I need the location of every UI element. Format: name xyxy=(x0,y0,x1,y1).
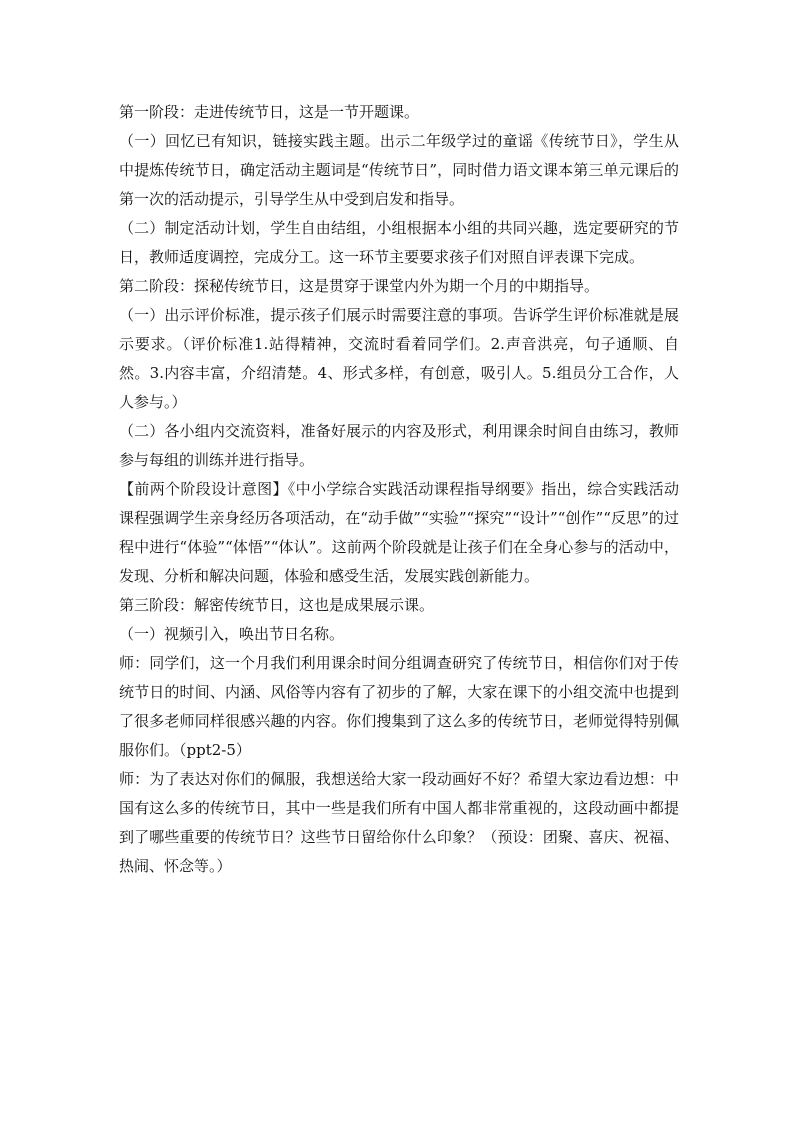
document-page xyxy=(119,98,679,881)
paragraph-design-intent: 【前两个阶段设计意图】《中小学综合实践活动课程指导纲要》指出，综合实践活动课程强调学生亲身经历各项活动，在“动手做”“实验”“探究”“设计”“创作”“反思”的过程中进行“体验”“体悟”“体认”。这前两个阶段就是让孩子们在全身心参与的活动中，发现、分析和解决问题，体验和感受生活，发展实践创新能力。 xyxy=(119,480,679,585)
paragraph-teacher-speech-two: 师：为了表达对你们的佩服，我想送给大家一段动画好不好？希望大家边看边想：中国有这么多的传统节日，其中一些是我们所有中国人都非常重视的，这段动画中都提到了哪些重要的传统节日？这些节日留给你什么印象？（预设：团聚、喜庆、祝福、热闹、怀念等。） xyxy=(119,770,679,875)
paragraph-stage-two-step-one: （一）出示评价标准，提示孩子们展示时需要注意的事项。告诉学生评价标准就是展示要求。（评价标准1.站得精神，交流时看着同学们。2.声音洪亮，句子通顺、自然。3.内容丰富，介绍清楚。4、形式多样，有创意，吸引人。5.组员分工合作，人人参与。） xyxy=(119,306,679,411)
paragraph-stage-one-heading: 第一阶段：走进传统节日，这是一节开题课。 xyxy=(119,103,420,121)
paragraph-stage-one-step-two: （二）制定活动计划，学生自由结组，小组根据本小组的共同兴趣，选定要研究的节日，教师适度调控，完成分工。这一环节主要要求孩子们对照自评表课下完成。 xyxy=(119,219,679,266)
paragraph-stage-one-step-one: （一）回忆已有知识，链接实践主题。出示二年级学过的童谣《传统节日》，学生从中提炼传统节日，确定活动主题词是“传统节日”，同时借力语文课本第三单元课后的第一次的活动提示，引导学生从中受到启发和指导。 xyxy=(119,132,679,208)
paragraph-stage-three-step-one: （一）视频引入，唤出节日名称。 xyxy=(119,625,345,643)
paragraph-stage-two-step-two: （二）各小组内交流资料，准备好展示的内容及形式，利用课余时间自由练习，教师参与每组的训练并进行指导。 xyxy=(119,422,679,469)
paragraph-stage-two-heading: 第二阶段：探秘传统节日，这是贯穿于课堂内外为期一个月的中期指导。 xyxy=(119,277,600,295)
paragraph-stage-three-heading: 第三阶段：解密传统节日，这也是成果展示课。 xyxy=(119,596,435,614)
paragraph-teacher-speech-one: 师：同学们，这一个月我们利用课余时间分组调查研究了传统节日，相信你们对于传统节日的时间、内涵、风俗等内容有了初步的了解，大家在课下的小组交流中也提到了很多老师同样很感兴趣的内容。你们搜集到了这么多的传统节日，老师觉得特别佩服你们。（ppt2-5） xyxy=(119,654,679,759)
